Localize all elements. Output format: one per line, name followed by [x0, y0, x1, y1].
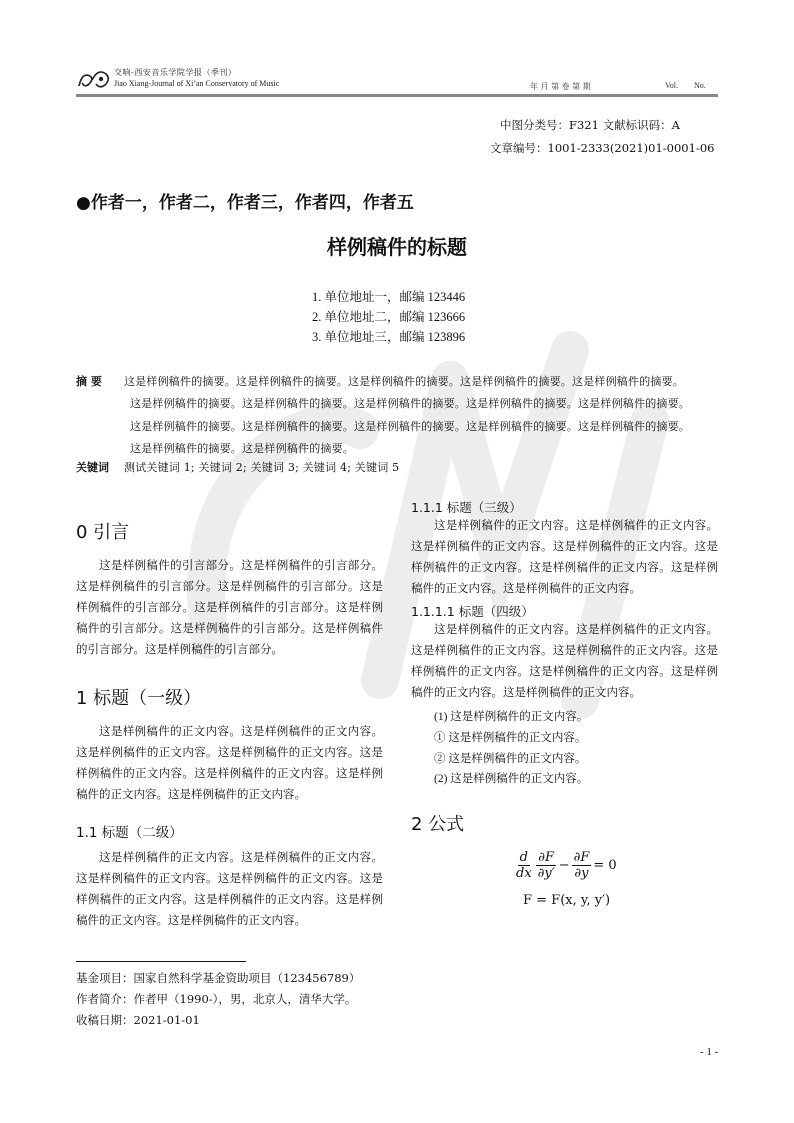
fraction-d-dx [514, 850, 534, 881]
affiliation-3: 3. 单位地址三，邮编 123896 [312, 330, 466, 344]
section-1-1-1-heading: 1.1.1 标题（三级） [411, 500, 522, 515]
fraction-numerator: d [519, 850, 528, 865]
classification-line1: 中图分类号：F321 文献标识码：A [500, 118, 680, 132]
list-item-3: ② 这是样例稿件的正文内容。 [434, 753, 587, 765]
formula-functional: F = F(x, y, y′) [523, 893, 611, 908]
list-item-4: (2) 这是样例稿件的正文内容。 [434, 773, 589, 785]
section-0-paragraph: 这是样例稿件的引言部分。这是样例稿件的引言部分。这是样例稿件的引言部分。这是样例稿件的引言部分。这是样例稿件的引言部分。这是样例稿件的引言部分。这是样例稿件的引言部分。这是样例稿件的引言部分。这是样例稿件的引言部分。这是样例稿件的引言部分。 [76, 560, 383, 656]
issue-no: No. [694, 81, 706, 90]
keywords-label: 关键词 [76, 461, 109, 474]
section-1-heading: 1 标题（一级） [76, 688, 202, 709]
affiliation-2: 2. 单位地址二，邮编 123666 [312, 310, 466, 324]
minus-sign: − [558, 858, 570, 873]
section-1-1-1-1-heading: 1.1.1.1 标题（四级） [411, 604, 534, 619]
fraction-numerator: ∂F [573, 850, 590, 865]
journal-logo [76, 66, 114, 92]
list-item-2: ① 这是样例稿件的正文内容。 [434, 732, 587, 744]
journal-title-en: Jiao Xiang-Journal of Xi’an Conservatory of Music [114, 79, 280, 88]
page-number: - 1 - [700, 1046, 719, 1058]
fraction-denominator: dx [516, 866, 532, 881]
issue-vol: Vol. [665, 81, 678, 90]
issue-cn: 年 月 第 卷 第 期 [530, 82, 591, 91]
journal-title-cn: 交响-西安音乐学院学报（季刊） [114, 68, 237, 77]
footnote-fund: 基金项目：国家自然科学基金资助项目（123456789） [76, 971, 361, 985]
abstract-line-2: 这是样例稿件的摘要。这是样例稿件的摘要。这是样例稿件的摘要。这是样例稿件的摘要。这是样例稿件的摘要。 [130, 397, 690, 410]
footnote-received-date: 收稿日期：2021-01-01 [76, 1013, 200, 1027]
authors: ●作者一，作者二，作者三，作者四，作者五 [76, 193, 414, 213]
affiliation-1: 1. 单位地址一，邮编 123446 [312, 290, 466, 304]
section-1-1-1-paragraph: 这是样例稿件的正文内容。这是样例稿件的正文内容。这是样例稿件的正文内容。这是样例稿件的正文内容。这是样例稿件的正文内容。这是样例稿件的正文内容。这是样例稿件的正文内容。这是样例稿件的正文内容。 [411, 520, 718, 595]
paper-title: 样例稿件的标题 [327, 235, 467, 259]
section-1-paragraph: 这是样例稿件的正文内容。这是样例稿件的正文内容。这是样例稿件的正文内容。这是样例稿件的正文内容。这是样例稿件的正文内容。这是样例稿件的正文内容。这是样例稿件的正文内容。这是样例稿件的正文内容。 [76, 726, 383, 801]
abstract-label: 摘 要 [76, 375, 102, 388]
list-item-1: (1) 这是样例稿件的正文内容。 [434, 711, 589, 723]
header-rule [76, 94, 718, 97]
fraction-dF-dy [572, 850, 592, 881]
section-1-1-1-1-paragraph: 这是样例稿件的正文内容。这是样例稿件的正文内容。这是样例稿件的正文内容。这是样例稿件的正文内容。这是样例稿件的正文内容。这是样例稿件的正文内容。这是样例稿件的正文内容。这是样例稿件的正文内容。 [411, 624, 718, 699]
abstract-line-4: 这是样例稿件的摘要。这是样例稿件的摘要。 [130, 442, 354, 455]
fraction-dF-dyprime [536, 850, 557, 881]
fraction-denominator: ∂y′ [537, 866, 555, 881]
section-1-1-heading: 1.1 标题（二级） [76, 825, 183, 841]
fraction-numerator: ∂F [538, 850, 555, 865]
formula-euler-lagrange [514, 850, 617, 881]
abstract-line-3: 这是样例稿件的摘要。这是样例稿件的摘要。这是样例稿件的摘要。这是样例稿件的摘要。这是样例稿件的摘要。 [130, 420, 690, 433]
classification-line2: 文章编号：1001-2333(2021)01-0001-06 [490, 141, 715, 155]
equals-zero: = 0 [593, 858, 617, 873]
section-1-1-paragraph: 这是样例稿件的正文内容。这是样例稿件的正文内容。这是样例稿件的正文内容。这是样例稿件的正文内容。这是样例稿件的正文内容。这是样例稿件的正文内容。这是样例稿件的正文内容。这是样例稿件的正文内容。 [76, 852, 383, 927]
section-2-heading: 2 公式 [411, 814, 465, 835]
footnote-rule [76, 961, 246, 962]
fraction-denominator: ∂y [574, 866, 589, 881]
keywords-text: 测试关键词 1; 关键词 2; 关键词 3; 关键词 4; 关键词 5 [124, 461, 400, 474]
abstract-line-1: 这是样例稿件的摘要。这是样例稿件的摘要。这是样例稿件的摘要。这是样例稿件的摘要。这是样例稿件的摘要。 [124, 375, 684, 388]
footnote-author-bio: 作者简介：作者甲（1990-），男，北京人，清华大学。 [76, 992, 357, 1006]
section-0-heading: 0 引言 [76, 522, 130, 543]
